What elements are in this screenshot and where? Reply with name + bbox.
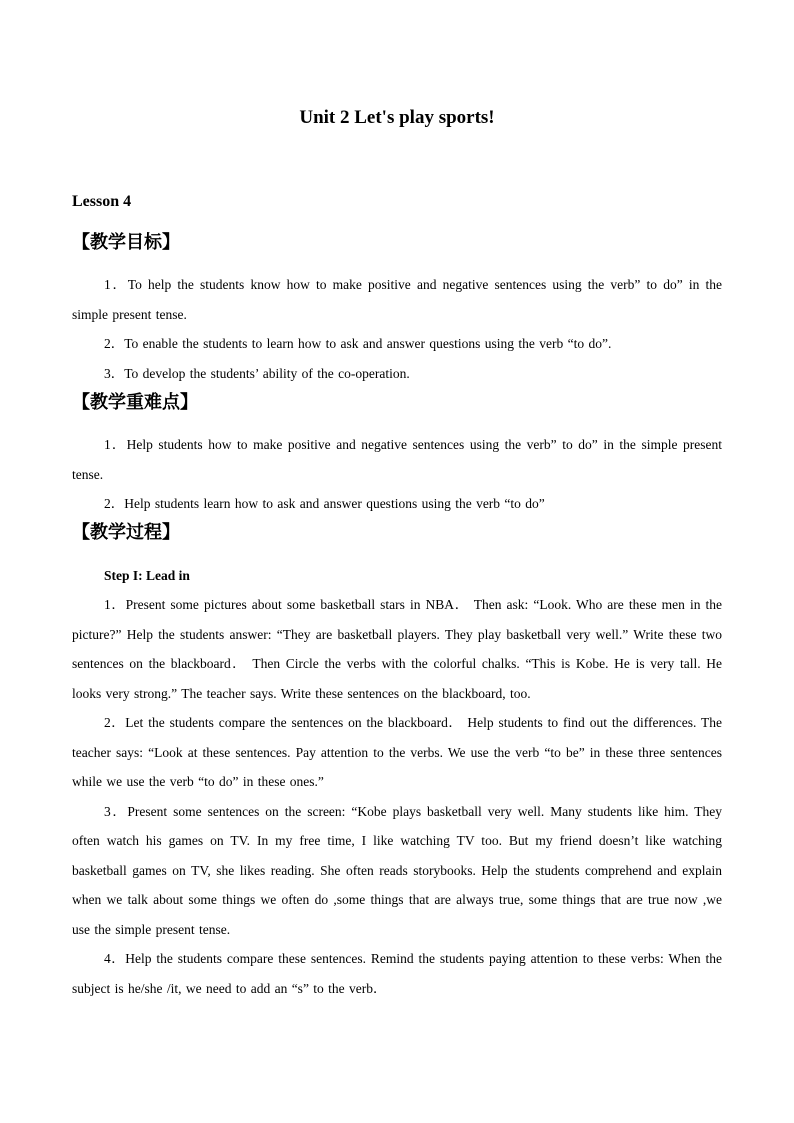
step-1-heading: Step I: Lead in — [104, 568, 190, 583]
process-item-2: 2．Let the students compare the sentences on the blackboard． Help students to find out the differences. The teacher says: “Look at these sentences. Pay attention to the verbs. We use the verb “to be” in these three sentences while we use the verb “to do” in these ones.” — [72, 715, 722, 789]
objectives-list — [72, 270, 722, 388]
objectives-heading: 【教学目标】 — [72, 232, 180, 253]
document-title: Unit 2 Let's play sports! — [299, 107, 495, 128]
key-point-item-2: 2．Help students learn how to ask and answer questions using the verb “to do” — [104, 496, 545, 511]
process-item-1: 1．Present some pictures about some basketball stars in NBA． Then ask: “Look. Who are these men in the picture?” Help the students answer: “They are basketball players. They play basketball very well.” Write these two sentences on the blackboard． Then Circle the verbs with the colorful chalks. “This is Kobe. He is very tall. He looks very strong.” The teacher says. Write these sentences on the blackboard, too. — [72, 597, 722, 701]
objective-item-1: 1．To help the students know how to make positive and negative sentences using the verb” to do” in the simple present tense. — [72, 277, 722, 322]
key-point-item-1: 1．Help students how to make positive and negative sentences using the verb” to do” in the simple present tense. — [72, 437, 722, 482]
objective-item-3: 3．To develop the students’ ability of the co-operation. — [104, 365, 410, 381]
key-points-list — [72, 430, 722, 519]
process-heading: 【教学过程】 — [72, 522, 180, 543]
process-content — [72, 561, 722, 1003]
objective-item-2: 2．To enable the students to learn how to ask and answer questions using the verb “to do”. — [104, 336, 612, 351]
process-item-3: 3．Present some sentences on the screen: “Kobe plays basketball very well. Many students like him. They often watch his games on TV. In my free time, I like watching TV too. But my friend doesn’t like watching basketball games on TV, she likes reading. She often reads storybooks. Help the students comprehend and explain when we talk about some things we often do ,some things that are always true, some things that are true now ,we use the simple present tense. — [72, 803, 722, 937]
process-item-4: 4．Help the students compare these sentences. Remind the students paying attention to these verbs: When the subject is he/she /it, we need to add an “s” to the verb． — [72, 951, 722, 996]
key-points-heading: 【教学重难点】 — [72, 392, 198, 413]
lesson-heading: Lesson 4 — [72, 193, 132, 210]
